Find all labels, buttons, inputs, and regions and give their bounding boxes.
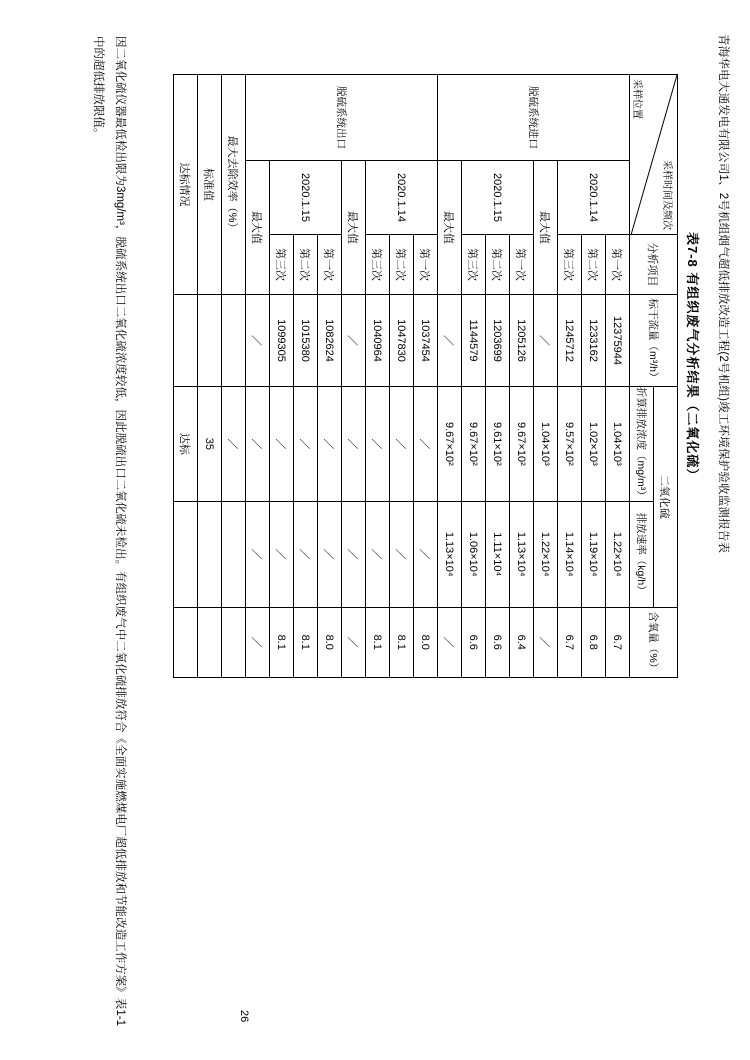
cell-rate: 1.13×10⁴ [510,501,534,607]
cell-rate [198,501,222,607]
max-label: 最大值 [246,161,270,295]
table-row-max [534,75,558,678]
sample-frequency: 第三次 [462,235,486,295]
cell-concentration: 1.04×10³ [606,387,630,502]
cell-rate: 1.14×10⁴ [558,501,582,607]
cell-rate: 1.19×10⁴ [582,501,606,607]
cell-concentration: 9.67×10² [462,387,486,502]
cell-concentration: 9.57×10² [558,387,582,502]
header-analysis-item: 分析项目 [630,235,678,295]
cell-oxygen: 6.4 [510,607,534,677]
cell-rate: 1.06×10⁴ [462,501,486,607]
cell-concentration: ／ [366,387,390,502]
cell-concentration: 9.67×10² [438,387,462,502]
table-row [606,75,630,678]
header-oxygen: 含氧量（%） [630,607,678,677]
cell-std-flow: 1015380 [294,295,318,387]
cell-concentration: ／ [318,387,342,502]
table-row [510,75,534,678]
table-row-max [438,75,462,678]
sample-frequency: 第三次 [558,235,582,295]
cell-concentration: ／ [342,387,366,502]
cell-std-flow: 1082624 [318,295,342,387]
cell-oxygen: ／ [246,607,270,677]
cell-oxygen [222,607,246,677]
cell-rate: ／ [342,501,366,607]
cell-concentration: ／ [294,387,318,502]
cell-std-flow: ／ [342,295,366,387]
cell-rate: 1.22×10⁴ [534,501,558,607]
cell-concentration: ／ [222,387,246,502]
cell-std-flow: 1047830 [390,295,414,387]
cell-oxygen: ／ [438,607,462,677]
sample-date: 2020.1.14 [558,161,630,235]
sample-frequency: 第二次 [486,235,510,295]
cell-concentration: 9.67×10² [510,387,534,502]
cell-concentration: 达标 [174,387,198,502]
sample-date: 2020.1.14 [366,161,438,235]
cell-oxygen: 8.1 [390,607,414,677]
table-row-summary [222,75,246,678]
cell-concentration: 35 [198,387,222,502]
cell-oxygen: 6.7 [558,607,582,677]
max-label: 最大值 [342,161,366,295]
cell-std-flow: 1037454 [414,295,438,387]
cell-std-flow: 1233162 [582,295,606,387]
table-row-max [342,75,366,678]
sample-frequency: 第一次 [318,235,342,295]
cell-std-flow [174,295,198,387]
summary-label: 最大去除效率（%） [222,75,246,295]
sample-date: 2020.1.15 [270,161,342,235]
cell-std-flow: 1205126 [510,295,534,387]
cell-oxygen: 8.1 [294,607,318,677]
cell-std-flow [198,295,222,387]
max-label: 最大值 [438,161,462,295]
header-concentration: 折算排放浓度（mg/m³） [630,387,654,502]
cell-rate: ／ [390,501,414,607]
cell-std-flow: ／ [438,295,462,387]
cell-std-flow: 1245712 [558,295,582,387]
section-position-label: 脱硫系统出口 [246,75,438,161]
cell-oxygen: 8.1 [366,607,390,677]
table-row-summary [198,75,222,678]
cell-oxygen: ／ [342,607,366,677]
emissions-table [173,74,678,678]
sample-date: 2020.1.15 [462,161,534,235]
sample-frequency: 第二次 [294,235,318,295]
cell-oxygen: 6.6 [462,607,486,677]
table-row [318,75,342,678]
section-position-label: 脱硫系统进口 [438,75,630,161]
cell-std-flow: ／ [246,295,270,387]
cell-concentration: 1.02×10³ [582,387,606,502]
cell-std-flow: 12375944 [606,295,630,387]
cell-std-flow: ／ [534,295,558,387]
sample-frequency: 第二次 [582,235,606,295]
cell-std-flow: 1203699 [486,295,510,387]
cell-rate: 1.13×10⁴ [438,501,462,607]
max-label: 最大值 [534,161,558,295]
cell-rate: ／ [318,501,342,607]
table-row-max [246,75,270,678]
cell-rate: ／ [246,501,270,607]
cell-oxygen: 8.0 [318,607,342,677]
document-header: 青海华电大通发电有限公司1、2号机组烟气超低排放改造工程(2号机组)竣工环境保护验收监测报告表 [717,34,729,554]
table-row [414,75,438,678]
cell-concentration: ／ [246,387,270,502]
data-table-wrapper [173,74,678,678]
table-header-row-1 [654,75,678,678]
cell-std-flow: 1099305 [270,295,294,387]
sample-frequency: 第三次 [366,235,390,295]
cell-rate [222,501,246,607]
cell-rate [174,501,198,607]
header-rate: 排放速率（kg/h） [630,501,654,607]
cell-concentration: ／ [414,387,438,502]
cell-oxygen: ／ [534,607,558,677]
cell-oxygen: 6.6 [486,607,510,677]
cell-rate: ／ [270,501,294,607]
sample-frequency: 第一次 [606,235,630,295]
footnote-text: 因二氧化硫仪器最低检出限为3mg/m³，脱硫系统出口二氧化硫浓度较低，因此脱硫出口二氧化硫未检出。有组织废气中二氧化硫排放符合《全面实施燃煤电厂超低排放和节能改造工作方案》表1-1中的超低排放限值。 [92,36,126,1026]
sample-frequency: 第一次 [510,235,534,295]
corner-split-header [630,75,678,235]
cell-oxygen [198,607,222,677]
cell-rate: 1.11×10⁴ [486,501,510,607]
page-number: 26 [238,1010,250,1023]
cell-rate: ／ [366,501,390,607]
summary-label: 标准值 [198,75,222,295]
cell-concentration: 1.04×10³ [534,387,558,502]
cell-oxygen: 8.1 [270,607,294,677]
corner-label-bottom: 采样位置 [631,79,642,119]
cell-std-flow [222,295,246,387]
corner-label-top: 采样时间及频次 [661,160,672,230]
cell-oxygen: 6.7 [606,607,630,677]
cell-rate: ／ [294,501,318,607]
cell-oxygen [174,607,198,677]
cell-std-flow: 1040964 [366,295,390,387]
cell-rate: ／ [414,501,438,607]
cell-concentration: 9.61×10² [486,387,510,502]
header-so2-group: 二氧化硫 [654,387,678,608]
header-std-flow: 标干流量（m³/h） [630,295,678,387]
cell-std-flow: 1144579 [462,295,486,387]
sample-frequency: 第三次 [270,235,294,295]
cell-concentration: ／ [390,387,414,502]
cell-oxygen: 6.8 [582,607,606,677]
table-row-summary [174,75,198,678]
sample-frequency: 第一次 [414,235,438,295]
cell-rate: 1.22×10⁴ [606,501,630,607]
cell-oxygen: 8.0 [414,607,438,677]
sample-frequency: 第二次 [390,235,414,295]
table-title: 表7-8 有组织废气分析结果（二氧化硫） [685,232,700,483]
cell-concentration: ／ [270,387,294,502]
summary-label: 达标情况 [174,75,198,295]
